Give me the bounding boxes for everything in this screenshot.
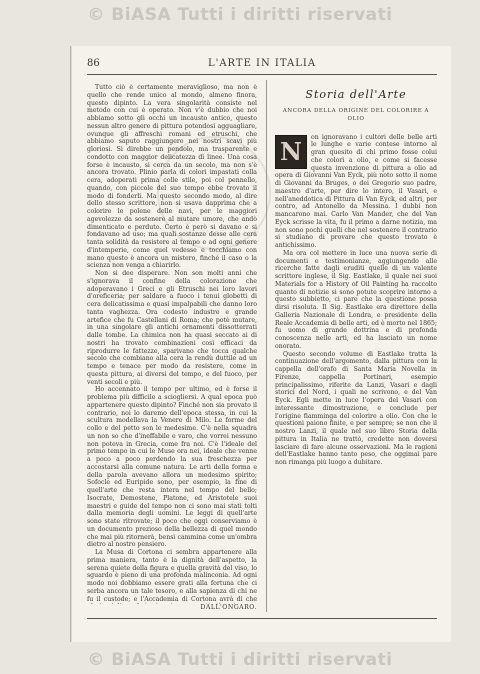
right-paragraph: Ma ora col mettere in luce una nuova serie di documenti e testimonianze, aggiungendo alle ricerche fatte dagli eruditi quelle di un valente scrittore inglese, il Sig. Eastlake, il quale nei suoi Materials for a History of Oil Painting ha raccolto quanto di notizie si sono potute scoprire intorno a questo subbietto, ci pare che la questione possa dirsi risoluta. Il Sig. Eastlake era direttore della Galleria Nazionale di Londra, e presidente della Reale Accademia di belle arti, ed è morto nel 1865; fu uomo di grande dottrina e di profonda conoscenza nelle arti, ed ha lasciato un nome onorato. — [275, 249, 437, 350]
left-paragraph: Non si dee disperare. Non son molti anni che s'ignorava il confine della colorazione che adoperavano i Greci e gli Etruschi nei loro lavori d'oreficeria; per saldare a fuoco i tenui globetti di cera delicatissima e quasi impalpabili che danno loro tanta vaghezza. Ora codesto industre e grande artefice che fu Castellani di Roma; che potè mutare, in una singolare gli antichi ornamenti dissotterrati dalle tombe. La chimica non ha quasi seccato ai di nostri ha trovato combinazioni così efficaci da riprodurre le fattezze, sparivano che tocca qualche secolo che combiano alla cera la rendù duttile ad un tempo e tenace per modo da resistere, come in questa pittura, ai diversi del tempo, e del fuoco, per venti secoli e più. — [87, 270, 257, 386]
section-subtitle: ANCORA DELLA ORIGINE DEL COLORIRE A OLIO — [282, 108, 430, 122]
left-paragraph: Ho accennato il tempo per ultimo, ed è forse il problema più difficile a sciogliersi. A qual epoca può appartenere questo dipinto? Finché non sia provato il contrario, noi lo daremo dell'epoca stessa, in cui la scultura modellava la Venere di Milo. Le forme del collo e del petto son le medesime. C'è nella squadra un non so che d'ineffabile e varo, che vorrei nessuno non poteva in Grecia, come fra noi. C'è l'ideale del primo tempo in cui le Muse ora nei, ideale che venne a poco a poco perdendo la sua freschezza per accostarsi alla comune natura. Le arti della forma e della parola avevano allora un medesimo spirito; Sofocle ed Euripide sono, per esempio, la fine di quell'arte che resta intera nel tempo del bello; Isocrate, Demostene, Platone, ed Aristotele suoi maestri e guide del tempo non ci sono mai stati tolti dalla memoria degli uomini. Le leggi di quell'arte sono state ritrovate; il poco che oggi conserviamo è un documento prezioso della bellezza di quel mondo che mai più ritornerà, bensì cammina come un'ombra dietro al nostro pensiero. — [87, 386, 257, 549]
right-column — [275, 84, 437, 620]
right-paragraph: on ignoravano i cultori delle belle arti le lunghe e varie contese intorno al gran quesito di chi primo fosse colui che colorì a olio, e come si facesse questa invenzione di pittura a olio ad opera di Giovanni Van Eyck, più noto sotto il nome di Giovanni da Bruges, o dei Gregorio suo padre, maestro d'arte, per dire lo intero, il Vasari, e nell'aneddotica di Pittura di Van Eyck, ed altri, per contro, ad Antonello da Messina. I dubbi non mancarono mai. Carlo Van Mander, che del Van Eyck scrisse la vita, fu il primo a darne notizia, ma non sono pochi quelli che nel sostenere il contrario si studiano di provare che questo trovato è antichissimo. — [275, 133, 437, 249]
page-number: 86 — [87, 58, 100, 69]
column-divider — [266, 80, 267, 612]
author-signature: DALL'ONGARO. — [200, 604, 257, 611]
left-column — [87, 84, 257, 604]
dropcap-initial: N — [275, 135, 307, 169]
section-title: Storia dell'Arte — [305, 88, 407, 101]
watermark-bottom: © BiASA Tutti i diritti riservati — [87, 650, 393, 670]
page-header — [87, 56, 437, 72]
journal-title: L'ARTE IN ITALIA — [207, 58, 317, 69]
watermark-top: © BiASA Tutti i diritti riservati — [87, 5, 393, 25]
footer-rule — [87, 618, 437, 619]
header-rule — [87, 74, 437, 75]
document-page — [70, 46, 451, 642]
left-paragraph: La Musa di Cortona ci sembra appartenere alla prima maniera, tanto è la dignità dell'aspetto, la serena quiete della figura e quella gravità del viso, lo sguardo è pieno di una profonda malinconia. Ad ogni modo noi dobbiamo essere grati alla fortuna che ci serba ancora un tale tesoro, e alla sapienza di chi ne fu il custode; e l'Accademia di Cortona avrà di che — [87, 549, 257, 603]
left-paragraph: Tutto ciò è certamente meraviglioso, ma non è quello che rende unico al mondo, almeno finora, questo dipinto. La vera singolarità consiste nel metodo con cui è operato. Non v'è dubbio che noi abbiamo sotto gli occhi un incausto antico, questo nessun altro genere di pittura potendosi agguagliare, ovunque gli affreschi romani ed etruschi, che abbiamo saputo raggiungere nei nostri scavi più gloriosi. Si direbbe un pendolo, ma trasparente e condotto con maggior delicatezza di linee. Una cosa forse è incausto, si cerca da un secolo, ma non s'è ancora trovato. Plinio parla di colori impastati colla cera, adoperati prima colle stile, poi col pennello, quando, con piccole del suo tempo ebbe trovato il modo di fonderli. Ma questo secondo modo, al dire dello stesso scrittore, non si usava dapprima che a colorire le polene delle navi, per le maggiori agevolezze da sostenere al mutare umore, che andò dimenticato e perduto. Certo è però si davano e si fondavano ad uso; ma quali sostanze desse alle cera tanta solidità da resistere al tempo e ad ogni genere d'intemperie, come quel vedesse e tocchiamo con mano questo è ancora un mistero, finché il caso o la scienza non venga a chiarirlo. — [87, 84, 257, 270]
right-paragraph: Questo secondo volume di Eastlake tratta la continuazione dell'argomento, dalla pittura con la cappella dell'orafo di Santa Maria Novella in Firenze, cappella Portinari, esempio principalissimo, riferite da Lanzi, Vasari e dagli storici del Nord, i quali ne scrivono, e del Van Eyck. Egli mette in luce l'opera del Vasari con interessante dimostrazione, e conclude per l'origine fiamminga del colorire a olio. Con che le questioni paiono finite, e per sempre; se non che il nostro Lanzi, il quale nel suo libro Storia della pittura in Italia ne trattò, credette non doversi lasciare di fare alcune osservazioni. Ma le ragioni dell'Eastlake hanno tanto peso, che oggimai pare non rimanga più luogo a dubitare. — [275, 350, 437, 466]
